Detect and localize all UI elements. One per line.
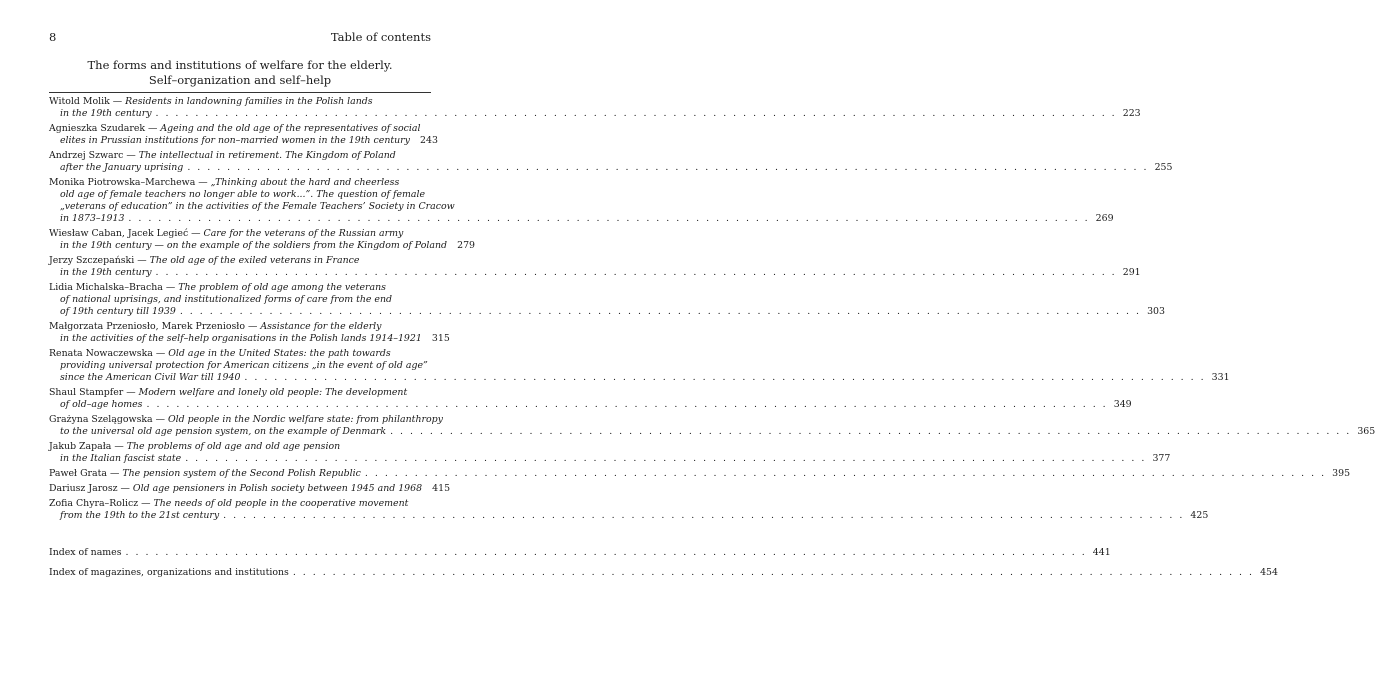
entry-title: Old age in the United States: the path towards [168,348,391,359]
page-ref: 303 [1147,306,1165,317]
entry-title: in the Italian fascist state [60,453,182,464]
page-ref: 291 [1122,267,1141,278]
entry-text [60,399,142,411]
entry-text [60,213,124,225]
entry-text [60,453,181,465]
toc-entry[interactable] [49,348,1230,384]
page-ref: 395 [1332,468,1351,479]
entry-author: Zofia Chyra–Rolicz [49,498,139,509]
entry-line [49,201,455,213]
toc-entry[interactable] [49,123,438,147]
leader-dots [390,426,1351,438]
running-title: Table of contents [330,30,431,44]
entry-text [60,135,410,147]
entry-separator: — [123,150,139,161]
entry-author: Grażyna Szelągowska [49,414,153,425]
divider [49,92,431,93]
entry-title: after the January uprising [60,162,184,173]
entry-title: of 19th century till 1939 [60,306,176,317]
entry-title: providing universal protection for American citizens „in the event of old age” [60,360,428,371]
toc-entry[interactable] [49,387,1132,411]
entry-separator: — [145,123,161,134]
entry-author: Małgorzata Przeniosło, Marek Przeniosło [49,321,245,332]
entry-separator: — [162,282,179,293]
entry-line [49,228,431,240]
page-ref: 425 [1190,510,1209,521]
entry-title: of national uprisings, and institutionalized forms of care from the end [60,294,393,305]
entry-line [49,240,476,252]
page-ref: 349 [1113,399,1132,410]
page-ref: 223 [1122,108,1141,119]
entry-author: Andrzej Szwarc [49,150,124,161]
leader-dots [128,213,1089,225]
entry-title: Modern welfare and lonely old people: The development [138,387,408,398]
entry-title: Old people in the Nordic welfare state: from philanthropy [168,414,443,425]
entry-line [49,333,450,345]
entry-separator: — [152,414,168,425]
entry-line [49,547,1111,559]
entry-text [60,162,183,174]
entry-title: Care for the veterans of the Russian army [203,228,404,239]
entry-author: Paweł Grata [49,468,107,479]
entry-separator: — [111,441,127,452]
index-label: Index of magazines, organizations and institutions [49,567,289,578]
entry-separator: — [188,228,204,239]
entry-title: since the American Civil War till 1940 [60,372,241,383]
toc-entry[interactable] [49,282,1165,318]
entry-line [49,255,431,267]
toc-entry[interactable] [49,255,1141,279]
toc-entry[interactable] [49,468,1351,480]
toc-entry[interactable] [49,414,1375,438]
leader-dots [146,399,1107,411]
toc-entry[interactable] [49,498,1209,522]
entry-title: old age of female teachers no longer able to work...”. The question of female [60,189,426,200]
section-title [49,58,431,88]
entry-line [49,267,1141,279]
entry-title: in the 19th century [60,108,152,119]
page-ref: 415 [432,483,451,494]
entry-line [49,150,431,162]
entry-text [60,306,176,318]
entry-text [60,267,151,279]
entry-title: The old age of the exiled veterans in France [149,255,360,266]
entry-title: The problems of old age and old age pension [126,441,341,452]
entry-line [49,108,1141,120]
entry-line [49,414,443,426]
toc-list [49,96,1375,525]
entry-title: „Thinking about the hard and cheerless [210,177,400,188]
entry-separator: — [123,387,139,398]
entry-line [49,441,431,453]
toc-entry[interactable] [49,321,450,345]
entry-title: in the 19th century — on the example of the soldiers from the Kingdom of Poland [60,240,448,251]
entry-separator: — [109,96,126,107]
entry-title: to the universal old age pension system, on the example of Denmark [60,426,387,437]
page-ref: 377 [1152,453,1171,464]
entry-author: Shaul Stampfer [49,387,124,398]
entry-line [49,177,431,189]
entry-line [49,348,431,360]
entry-title: from the 19th to the 21st century [60,510,220,521]
index-entry[interactable] [49,567,1278,582]
entry-line [49,399,1132,411]
entry-line [49,483,451,495]
index-label: Index of names [49,547,122,558]
entry-separator: — [134,255,150,266]
entry-line [49,510,1209,522]
entry-author: Jakub Zapała [49,441,112,452]
entry-line [49,294,431,306]
leader-dots [126,547,1087,559]
leader-dots [293,567,1254,579]
entry-separator: — [117,483,133,494]
entry-line [49,213,1114,225]
page-ref: 279 [457,240,476,251]
entry-line [49,123,431,135]
toc-entry[interactable] [49,177,1114,225]
page-ref: 255 [1154,162,1173,173]
entry-line [49,453,1171,465]
entry-title: Old age pensioners in Polish society between 1945 and 1968 [132,483,423,494]
page-ref: 454 [1260,567,1278,578]
entry-text [60,510,219,522]
entry-author: Monika Piotrowska–Marchewa [49,177,196,188]
entry-title: Assistance for the elderly [260,321,382,332]
entry-text [60,333,422,345]
leader-dots [365,468,1326,480]
entry-author: Wiesław Caban, Jacek Legieć [49,228,189,239]
entry-author: Jerzy Szczepański [49,255,135,266]
entry-author: Renata Nowaczewska [49,348,153,359]
entry-line [49,498,431,510]
entry-line [49,189,431,201]
entry-title: elites in Prussian institutions for non–married women in the 19th century [60,135,410,146]
entry-line [49,387,431,399]
entry-text [49,468,361,480]
page-ref: 441 [1092,547,1111,558]
entry-line [49,96,431,108]
entry-author: Dariusz Jarosz [49,483,118,494]
page-ref: 331 [1211,372,1230,383]
leader-dots [185,453,1146,465]
leader-dots [180,306,1141,318]
page-ref: 365 [1357,426,1375,437]
toc-entry[interactable] [49,150,1173,174]
index-line [49,547,1111,559]
entry-title: The pension system of the Second Polish Republic [122,468,361,479]
entry-text [60,426,386,438]
section-title-line: Self–organization and self–help [148,73,332,87]
page-ref: 269 [1095,213,1114,224]
entry-separator: — [138,498,154,509]
entry-title: The needs of old people in the cooperative movement [153,498,409,509]
leader-dots [244,372,1205,384]
leader-dots [155,267,1116,279]
entry-line [49,321,431,333]
entry-text [60,240,447,252]
section-title-line: The forms and institutions of welfare for the elderly. [87,58,393,72]
entry-author: Witold Molik [49,96,110,107]
entry-separator: — [106,468,123,479]
entry-title: in the 19th century [60,267,152,278]
entry-text [49,483,422,495]
entry-line [49,135,438,147]
entry-text [60,372,240,384]
entry-separator: — [244,321,261,332]
entry-line [49,372,1230,384]
toc-entry[interactable] [49,96,1141,120]
entry-title: in the activities of the self–help organisations in the Polish lands 1914–1921 [60,333,422,344]
index-line [49,567,1278,579]
entry-title: Ageing and the old age of the representatives of social [160,123,421,134]
page-header [49,30,431,44]
entry-title: The intellectual in retirement. The Kingdom of Poland [138,150,396,161]
page-ref: 315 [431,333,450,344]
entry-separator: — [195,177,211,188]
entry-title: „veterans of education” in the activities of the Female Teachers’ Society in Cracow [60,201,455,212]
entry-author: Agnieszka Szudarek [49,123,146,134]
entry-line [49,282,431,294]
entry-line [49,426,1375,438]
entry-line [49,468,1351,480]
entry-line [49,162,1173,174]
entry-author: Lidia Michalska–Bracha [49,282,163,293]
entry-title: of old–age homes [60,399,143,410]
entry-line [49,567,1278,579]
leader-dots [155,108,1116,120]
toc-entry[interactable] [49,483,451,495]
page-ref: 243 [420,135,438,146]
page-number: 8 [49,30,57,44]
entry-line [49,306,1165,318]
leader-dots [223,510,1184,522]
entry-separator: — [152,348,169,359]
leader-dots [187,162,1148,174]
index-entry[interactable] [49,547,1111,562]
entry-text [60,108,151,120]
entry-line [49,360,431,372]
entry-title: Residents in landowning families in the Polish lands [125,96,373,107]
toc-entry[interactable] [49,441,1171,465]
entry-title: in 1873–1913 [60,213,125,224]
toc-entry[interactable] [49,228,476,252]
entry-title: The problem of old age among the veterans [178,282,386,293]
